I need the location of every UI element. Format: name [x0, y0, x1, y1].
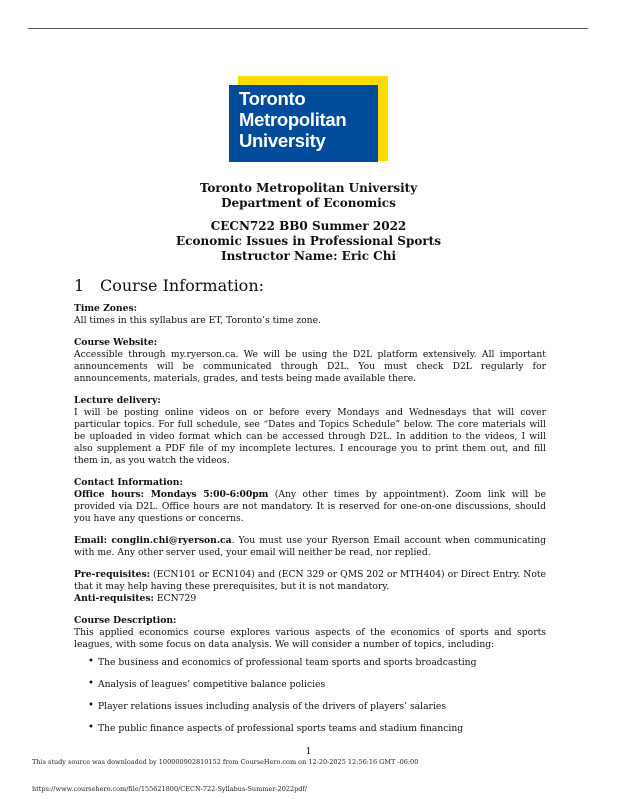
course-title: Economic Issues in Professional Sports [176, 234, 441, 248]
logo-line-3: University [239, 130, 326, 151]
university-name: Toronto Metropolitan University [199, 181, 418, 195]
antireq-label: Anti-requisites: [74, 593, 154, 604]
section-number: 1 [74, 276, 85, 295]
prereq-text [74, 569, 546, 593]
prereq-label: Pre-requisites: [74, 569, 151, 580]
contact-block [74, 477, 546, 525]
contact-label: Contact Information: [74, 477, 183, 488]
department-name: Department of Economics [221, 196, 396, 210]
time-zones-block [74, 303, 546, 327]
website-block [74, 337, 546, 385]
university-logo [229, 76, 388, 162]
logo-wordmark [239, 88, 346, 151]
download-note: This study source was downloaded by 100000902810152 from CourseHero.com on 12-20-2025 12:56:16 GMT -06:00 [32, 758, 419, 766]
section-heading [74, 276, 264, 295]
email-block [74, 535, 546, 559]
office-hours-label: Office hours: Mondays 5:00-6:00pm [74, 489, 269, 500]
website-text: Accessible through my.ryerson.ca. We will be using the D2L platform extensively. All important announcements will be communicated through D2L. You must check D2L regularly for announcements, materials, grades, and tests being made available there. [74, 349, 546, 384]
page-number: 1 [305, 747, 312, 757]
antireq-details: ECN729 [153, 593, 197, 604]
website-label: Course Website: [74, 337, 158, 348]
email-details: . You must use your Ryerson Email account when communicating with me. Any other server used, your email will neither be read, nor replied. [74, 535, 546, 558]
source-url[interactable]: https://www.coursehero.com/file/155621800/CECN-722-Syllabus-Summer-2022pdf/ [32, 785, 308, 793]
lecture-text: I will be posting online videos on or before every Mondays and Wednesdays that will cover particular topics. For full schedule, see “Dates and Topics Schedule” below. The core materials will be uploaded in video format which can be accessed through D2L. In addition to the videos, I will also supplement a PDF file of my incomplete lectures. I encourage you to print them out, and fill them in, as you watch the videos. [74, 407, 546, 466]
section-title: Course Information: [100, 276, 265, 295]
instructor-name: Instructor Name: Eric Chi [220, 249, 397, 263]
syllabus-content [74, 303, 546, 745]
list-item: • Analysis of leagues’ competitive balance policies [74, 679, 546, 691]
topic-list [74, 657, 546, 735]
description-text: This applied economics course explores various aspects of the economics of sports and sports leagues, with some focus on data analysis. We will consider a number of topics, including: [74, 627, 546, 650]
logo-line-2: Metropolitan [239, 109, 347, 130]
email-label: Email: conglin.chi@ryerson.ca [74, 535, 232, 546]
course-code: CECN722 BB0 Summer 2022 [210, 219, 407, 233]
institution-header [0, 181, 617, 211]
prereq-details: (ECN101 or ECN104) and (ECN 329 or QMS 202 or MTH404) or Direct Entry. Note that it may help having these prerequisites, but it is not mandatory. [74, 569, 546, 592]
top-rule [28, 28, 588, 29]
list-item: • The public finance aspects of professional sports teams and stadium financing [74, 723, 546, 735]
office-hours-details: (Any other times by appointment). Zoom link will be provided via D2L. Office hours are not mandatory. It is reserved for one-on-one discussions, should you have any questions or concerns. [74, 489, 546, 524]
time-zones-label: Time Zones: [74, 303, 138, 314]
description-block [74, 615, 546, 735]
lecture-block [74, 395, 546, 467]
prereq-block [74, 569, 546, 605]
antireq-text [74, 593, 546, 605]
list-item: • Player relations issues including analysis of the drivers of players’ salaries [74, 701, 546, 713]
description-label: Course Description: [74, 615, 177, 626]
course-header [0, 219, 617, 264]
lecture-label: Lecture delivery: [74, 395, 161, 406]
email-text [74, 535, 546, 559]
list-item: • The business and economics of professional team sports and sports broadcasting [74, 657, 546, 669]
logo-line-1: Toronto [239, 88, 306, 109]
office-hours-text [74, 489, 546, 525]
time-zones-text: All times in this syllabus are ET, Toronto’s time zone. [74, 315, 321, 326]
